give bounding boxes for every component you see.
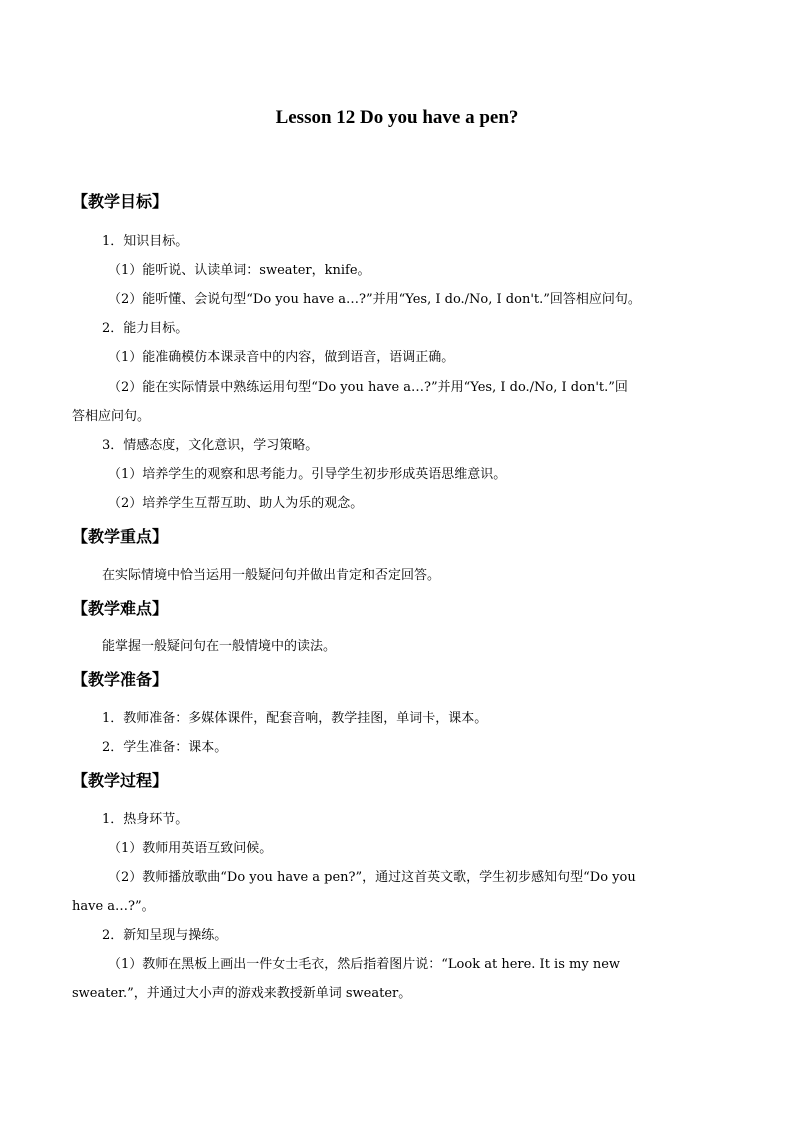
paragraph-line: （1）能准确模仿本课录音中的内容，做到语音，语调正确。 xyxy=(108,350,455,365)
section-heading-key-points: 【教学重点】 xyxy=(72,527,169,546)
paragraph-line: （1）教师在黑板上画出一件女士毛衣，然后指着图片说：“Look at here. It is my new xyxy=(108,957,621,972)
paragraph-line: 3．情感态度，文化意识，学习策略。 xyxy=(102,438,319,453)
document-title: Lesson 12 Do you have a pen? xyxy=(275,107,519,128)
section-heading-objectives: 【教学目标】 xyxy=(72,192,169,211)
paragraph-line: 2．学生准备：课本。 xyxy=(102,740,228,755)
section-heading-difficulties: 【教学难点】 xyxy=(72,599,169,618)
paragraph-line: 答相应问句。 xyxy=(72,409,151,424)
paragraph-line: （1）能听说、认读单词：sweater，knife。 xyxy=(108,263,371,278)
paragraph-line: （2）能听懂、会说句型“Do you have a…?”并用“Yes, I do./No, I don't.”回答相应问句。 xyxy=(108,292,641,307)
paragraph-line: 在实际情境中恰当运用一般疑问句并做出肯定和否定回答。 xyxy=(102,568,441,583)
paragraph-line: 2．新知呈现与操练。 xyxy=(102,928,228,943)
section-heading-process: 【教学过程】 xyxy=(72,771,169,790)
paragraph-line: （2）培养学生互帮互助、助人为乐的观念。 xyxy=(108,496,364,511)
paragraph-line: （2）教师播放歌曲“Do you have a pen?”，通过这首英文歌，学生初步感知句型“Do you xyxy=(108,870,636,885)
paragraph-line: sweater.”，并通过大小声的游戏来教授新单词 sweater。 xyxy=(72,986,412,1001)
section-heading-preparation: 【教学准备】 xyxy=(72,670,169,689)
paragraph-line: 能掌握一般疑问句在一般情境中的读法。 xyxy=(102,639,337,654)
paragraph-line: 1．教师准备：多媒体课件，配套音响，教学挂图，单词卡，课本。 xyxy=(102,711,488,726)
paragraph-line: （1）培养学生的观察和思考能力。引导学生初步形成英语思维意识。 xyxy=(108,467,507,482)
paragraph-line: 1．热身环节。 xyxy=(102,812,189,827)
paragraph-line: 1．知识目标。 xyxy=(102,234,189,249)
paragraph-line: （1）教师用英语互致问候。 xyxy=(108,841,273,856)
paragraph-line: have a…?”。 xyxy=(72,899,155,914)
paragraph-line: （2）能在实际情景中熟练运用句型“Do you have a…?”并用“Yes, I do./No, I don't.”回 xyxy=(108,380,628,395)
paragraph-line: 2．能力目标。 xyxy=(102,321,189,336)
